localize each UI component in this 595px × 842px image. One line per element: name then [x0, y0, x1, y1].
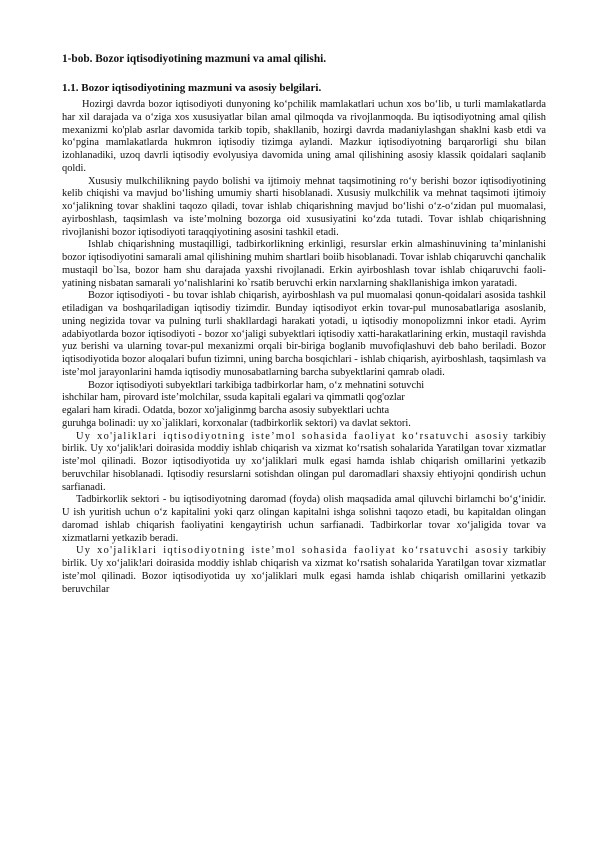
paragraph-6 [62, 431, 546, 495]
paragraph-2: Xususiy mulkchilikning paydo bolishi va ijtimoiy mehnat taqsimotining ro‘y berishi bozor iqtisodiyotining kelib chiqishi va mavjud bo‘lishing umumiy sharti hisoblanadi. Xususiy mulkchilik va mehnat taqsimoti ijtimoiy xo‘jalikning tovar shaklini taqozo qiladi, tovar ishlab chiqarishning mavjud bo‘lishi o‘z-o‘zidan pul muomalasi, ayirboshlash, taqsimlash va iste’molning bozorga oid xususiyatini ko‘zda tutadi. Tovar ishlab chiqarishning rivojlanishi bozor iqtisodiyoti taraqqiyotining asosini tashkil etadi. [62, 175, 546, 238]
body-text [62, 99, 546, 596]
paragraph-7: Tadbirkorlik sektori - bu iqtisodiyotning daromad (foyda) olish maqsadida amal qiluvchi birlamchi bo‘g‘inidir. U ish yuritish uchun o‘z kapitalini yoki qarz olingan kapitalni ishga solishni taqozo etadi, bu kapitaldan olingan daromad ishlab chiqarish faoliyatini kengaytirish uchun sarfianadi. Tadbirkorlar tovar xo‘jaligida tovar va xizmatlarni yetkazib beradi. [62, 494, 546, 544]
paragraph-1: Hozirgi davrda bozor iqtisodiyoti dunyoning ko‘pchilik mamlakatlari uchun xos bo‘lib, u turli mamlakatlarda har xil darajada va o‘ziga xos xususiyatlar bilan amal qilmoqda va rivojlanmoqda. Bu iqtisodiyotning amal qilish mexanizmi ko'plab asrlar davomida tarkib topib, shakllanib, hozirgi davrda madaniylashgan shaklni kasb etdi va ko‘pgina mamlakatlarda hukmron iqtisodiy tizimga aylandi. Mazkur iqtisodiyotning barqarorligi shu bilan izohlanadiki, uzoq davrli iqtisodiy evolyusiya davomida uning amal qilishining asosiy klassik qoidalari saqlanib qoldi. [62, 99, 546, 174]
paragraph-6-rest: tarkibiy birlik. Uy xo‘jalik!ari doirasida moddiy ishlab chiqarish va xizmat ko‘rsatish sohalarida Yaratilgan tovar xizmatlar iste’mol qilinadi. Bozor iqtisodiyotida uy xo‘jaliklari mulk egasi hamda ishlab chiqarish omillarini yetkazib beruvchilar hisoblanadi. Iqtisodiy resurslarni sotishdan olingan pul daromadlari shaxsiy ehtiyojni qondirish uchun sarfianadi. [62, 430, 546, 493]
paragraph-5 [62, 380, 546, 431]
paragraph-5-line: guruhga bolinadi: uy xo`jaliklari, korxonalar (tadbirkorlik sektori) va davlat sektori. [62, 417, 411, 429]
section-title: 1.1. Bozor iqtisodiyotining mazmuni va asosiy belgilari. [62, 82, 322, 94]
paragraph-5-line: ishchilar ham, pirovard iste’molchilar, ssuda kapitali egalari va qimmatli qog'ozlar [62, 392, 405, 404]
paragraph-3: Ishlab chiqarishning mustaqilligi, tadbirkorlikning erkinligi, resurslar erkin almashinuvining ta’minlanishi bozor iqtisodiyotini samarali amal qilishining muhim shartlari boiib hisoblanadi. Tovar ishlab chiqaruvchi qanchalik mustaqil bo`lsa, bozor ham shu darajada yaxshi rivojlanadi. Erkin ayirboshlash tovar ishlab chiqaruvchi faoli-yatining nisbatan samarali yo‘nalishlarini ko`rsatib beruvchi erkin narxlarning shakllanishiga imkon yaratadi. [62, 239, 546, 289]
paragraph-8 [62, 545, 546, 596]
paragraph-5-line: Bozor iqtisodiyoti subyektlari tarkibiga tadbirkorlar ham, o‘z mehnatini sotuvchi [88, 379, 425, 391]
paragraph-5-line: egalari ham kiradi. Odatda, bozor xo'jaliginmg barcha asosiy subyektlari uchta [62, 405, 390, 416]
paragraph-6-spaced: Uy xo'jaliklari iqtisodiyotning iste’mol sohasida faoliyat ko‘rsatuvchi asosiy [76, 430, 510, 442]
paragraph-4: Bozor iqtisodiyoti - bu tovar ishlab chiqarish, ayirboshlash va pul muomalasi qonun-qoidalari asosida tashkil etiladigan va boshqariladigan iqtisodiy tizimdir. Bunday iqtisodiyot erkin tovar-pul munosabatlariga asoslanib, uning negizida tovar va pulning turli shakllardagi harakati yotadi, u iqtisodiy monopolizmni inkor etadi. Ayrim adabiyotlarda bozor iqtisodiyoti - bozor xo‘jaligi subyektlari iqtisodiy xatti-harakatlarining erkin, mustaqil ravishda yuz berishi va ularning tovar-pul mexanizmi orqali bir-biriga boglanib muvofiqlashuvi deb baho beriladi. Bozor iqtisodiyotida bozor aloqalari bufun tizimni, uning barcha bosqichlari - ishlab chiqarish, ayirboshlash, taqsimlash va iste’mol jarayonlarini hamda iqtisodiy munosabatlarning barcha subyektlarini qamrab oladi. [62, 290, 546, 378]
paragraph-8-spaced: Uy xo'jaliklari iqtisodiyotning iste’mol sohasida faoliyat ko‘rsatuvchi asosiy [76, 545, 510, 557]
paragraph-8-rest: tarkibiy birlik. Uy xo‘jalik!ari doirasida moddiy ishlab chiqarish va xizmat ko‘rsatish sohalarida Yaratilgan tovar xizmatlar iste’mol qilinadi. Bozor iqtisodiyotida uy xo‘jaliklari mulk egasi hamda ishlab chiqarish omillarini yetkazib beruvchilar [62, 545, 546, 595]
chapter-title: 1-bob. Bozor iqtisodiyotining mazmuni va amal qilishi. [62, 53, 327, 65]
